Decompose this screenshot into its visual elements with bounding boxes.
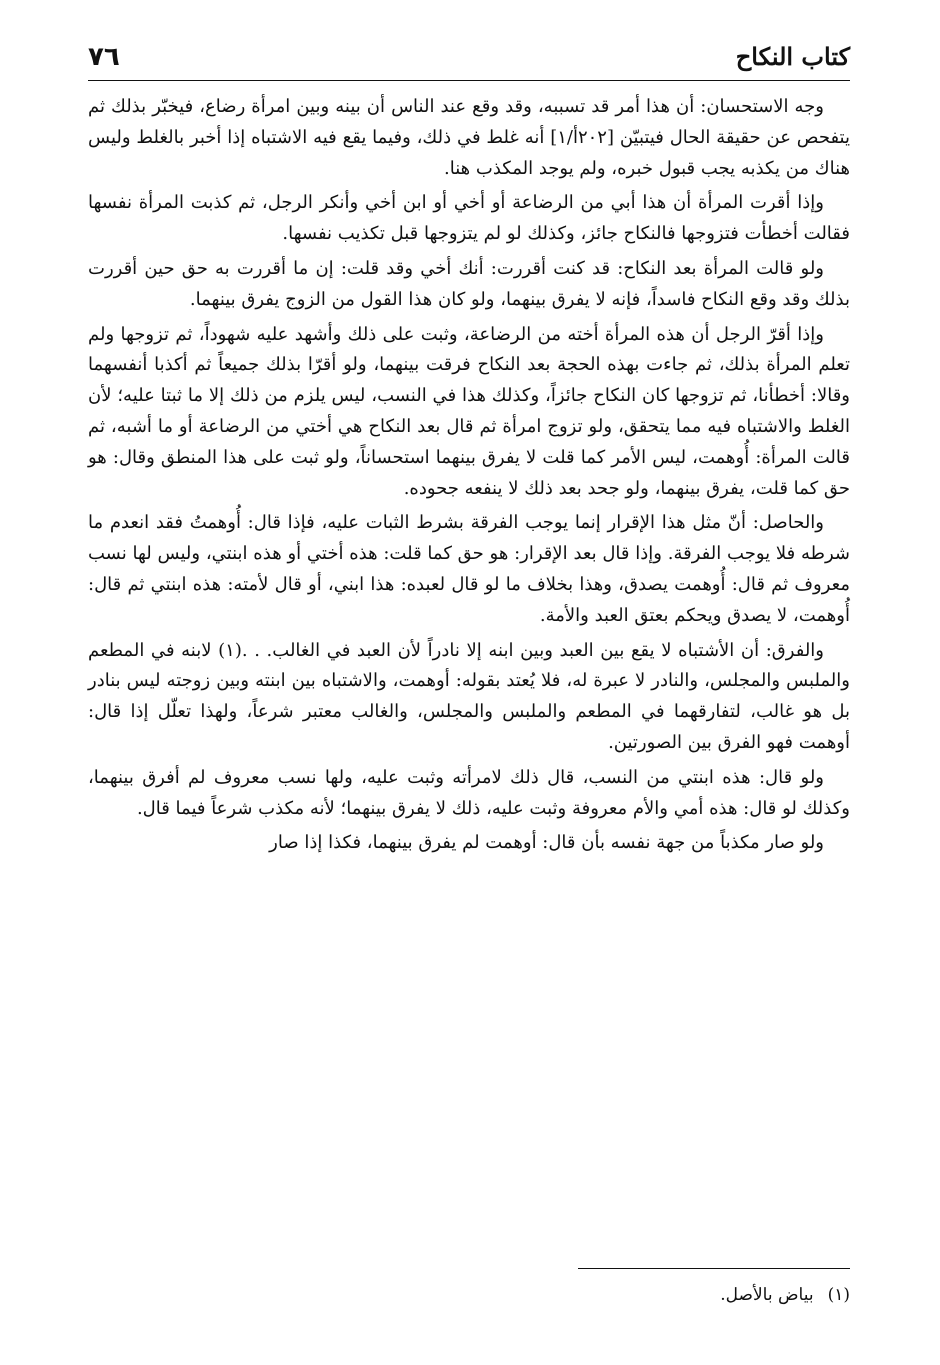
paragraph: ولو قال: هذه ابنتي من النسب، قال ذلك لامرأته وثبت عليه، ولها نسب معروف لم أفرق بينهما، وكذلك لو قال: هذه أمي والأم معروفة وثبت عليه، ذلك لا يفرق بينهما؛ لأنه مكذب شرعاً فيما قال.: [88, 766, 850, 819]
footnote-marker: (١): [827, 1285, 850, 1305]
paragraph: والحاصل: أنّ مثل هذا الإقرار إنما يوجب الفرقة بشرط الثبات عليه، فإذا قال: أُوهمتُ فقد انعدم ما شرطه فلا يوجب الفرقة. وإذا قال بعد الإقرار: هو حق كما قلت: هذه أختي أو هذه ابنتي، وليس لها نسب معروف ثم قال: أُوهمت يصدق، وهذا بخلاف ما لو قال لعبده: هذا ابني، أو قال لأمته: هذه ابنتي ثم قال: أُوهمت، لا يصدق ويحكم بعتق العبد والأمة.: [88, 512, 850, 626]
paragraph: ولو صار مكذباً من جهة نفسه بأن قال: أوهمت لم يفرق بينهما، فكذا إذا صار: [269, 832, 824, 854]
paragraph: وإذا أقرت المرأة أن هذا أبي من الرضاعة أو أخي أو ابن أخي وأنكر الرجل، ثم كذبت المرأة نفسها فقالت أخطأت فتزوجها فالنكاح جائز، وكذلك لو لم يتزوجها قبل تكذيب نفسها.: [88, 192, 850, 245]
footnote: [88, 1282, 850, 1308]
paragraph: والفرق: أن الأشتباه لا يقع بين العبد وبين ابنه إلا نادراً لأن العبد في الغالب. . .(١) لابنه في المطعم والملبس والمجلس، والنادر لا عبرة له، فلا يُعتد بقوله: أوهمت، والاشتباه بين ابنته وبين زوجته ليس بنادر بل هو غالب، لتفارقهما في المطعم والملبس والمجلس، والغالب معتبر شرعاً، ولهذا تعلّل إذا قال: أوهمت فهو الفرق بين الصورتين.: [88, 639, 850, 753]
body-text: [88, 92, 850, 863]
page-header: [88, 38, 850, 78]
running-head: كتاب النكاح: [735, 42, 850, 71]
page-number: ٧٦: [88, 42, 120, 72]
paragraph: ولو قالت المرأة بعد النكاح: قد كنت أقررت: أنك أخي وقد قلت: إن ما أقررت به حق حين أقررت بذلك وقد وقع النكاح فاسداً، فإنه لا يفرق بينهما، ولو كان هذا القول من الزوج يفرق بينهما.: [88, 257, 850, 310]
footnote-text: بياض بالأصل.: [720, 1285, 814, 1305]
footnote-rule: [578, 1268, 850, 1269]
paragraph: وجه الاستحسان: أن هذا أمر قد تسببه، وقد وقع عند الناس أن بينه وبين امرأة رضاع، فيخبّر بذلك ثم يتفحص عن حقيقة الحال فيتبيّن [٢٠٢أ/١] أنه غلط في ذلك، وفيما يقع فيه الاشتباه إذا أخبر بالغلط وليس هناك من يكذبه يجب قبول خبره، ولم يوجد المكذب هنا.: [88, 96, 850, 179]
paragraph: وإذا أقرّ الرجل أن هذه المرأة أخته من الرضاعة، وثبت على ذلك وأشهد عليه شهوداً، ثم تزوجها ولم تعلم المرأة بذلك، ثم جاءت بهذه الحجة بعد النكاح فرقت بينهما، ولو أقرّا بذلك جميعاً ثم أكذبا أنفسهما وقالا: أخطأنا، ثم تزوجها كان النكاح جائزاً، وكذلك هذا في النسب، ليس يلزم من ذلك إلا ما ثبتا عليه؛ لأن الغلط والاشتباه فيه مما يتحقق، ولو تزوج امرأة ثم قال بعد النكاح هي أختي من الرضاعة أو ما أشبه، ثم قالت المرأة: أُوهمت، ليس الأمر كما قلت لا يفرق بينهما استحساناً، ولو ثبت على هذا المنطق وقال: هو حق كما قلت، يفرق بينهما، ولو جحد بعد ذلك لا ينفعه جحوده.: [88, 323, 850, 499]
header-rule: [88, 80, 850, 81]
